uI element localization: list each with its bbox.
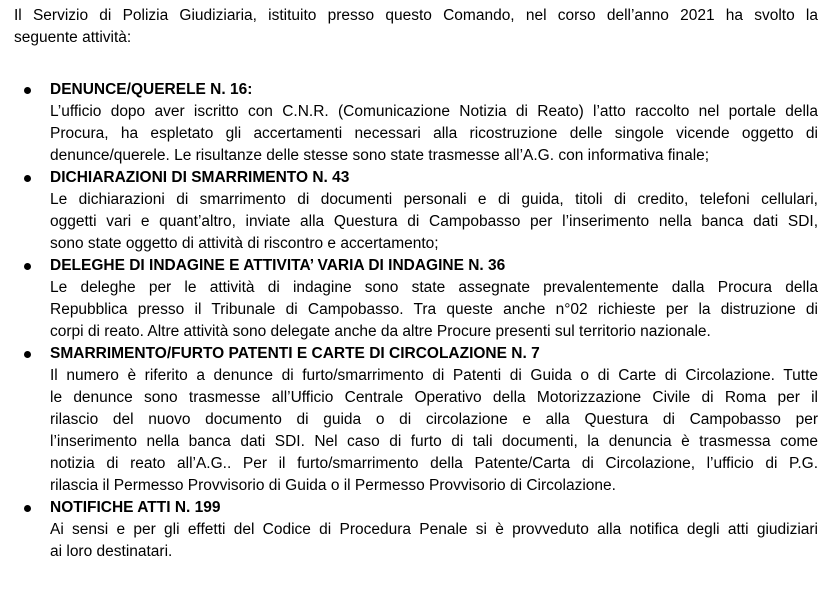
section-title: DENUNCE/QUERELE N. 16: xyxy=(50,81,253,98)
bullet-icon xyxy=(24,175,31,182)
body-line: rilascio del nuovo documento di guida o di circolazione e alla Questura di Campobasso per xyxy=(50,411,818,428)
section-title: DELEGHE DI INDAGINE E ATTIVITA’ VARIA DI INDAGINE N. 36 xyxy=(50,257,506,274)
bullet-icon xyxy=(24,263,31,270)
body-line: corpi di reato. Altre attività sono delegate anche da altre Procure presenti sul territorio nazionale. xyxy=(50,323,711,340)
section-body xyxy=(50,277,818,343)
intro-line: seguente attività: xyxy=(14,29,132,46)
body-line: Le dichiarazioni di smarrimento di documenti personali e di guida, titoli di credito, telefoni cellulari, xyxy=(50,191,818,208)
body-line: ai loro destinatari. xyxy=(50,543,173,560)
body-line: Le deleghe per le attività di indagine sono state assegnate prevalentemente dalla Procura della xyxy=(50,279,818,296)
body-line: le denunce sono trasmesse all’Ufficio Centrale Operativo della Motorizzazione Civile di Roma per il xyxy=(50,389,818,406)
body-line: Procura, ha espletato gli accertamenti necessari alla ricostruzione delle singole vicende oggetto di xyxy=(50,125,818,142)
body-line: Ai sensi e per gli effetti del Codice di Procedura Penale si è provveduto alla notifica degli atti giudiziari xyxy=(50,521,818,538)
list-item-notifiche xyxy=(14,497,818,563)
body-line: denunce/querele. Le risultanze delle stesse sono state trasmesse all’A.G. con informativa finale; xyxy=(50,147,710,164)
body-line: rilascia il Permesso Provvisorio di Guida o il Permesso Provvisorio di Circolazione. xyxy=(50,477,616,494)
section-body xyxy=(50,189,818,255)
list-item-deleghe xyxy=(14,255,818,343)
section-title: DICHIARAZIONI DI SMARRIMENTO N. 43 xyxy=(50,169,350,186)
list-item-denunce xyxy=(14,79,818,167)
intro-line: Il Servizio di Polizia Giudiziaria, istituito presso questo Comando, nel corso dell’anno 2021 ha svolto la xyxy=(14,7,818,24)
section-body xyxy=(50,101,818,167)
section-body xyxy=(50,365,818,497)
bullet-icon xyxy=(24,87,31,94)
body-line: Repubblica presso il Tribunale di Campobasso. Tra queste anche n°02 richieste per la distruzione di xyxy=(50,301,818,318)
intro-paragraph xyxy=(14,5,818,49)
list-item-dichiarazioni xyxy=(14,167,818,255)
bullet-icon xyxy=(24,351,31,358)
list-item-smarrimento-patenti xyxy=(14,343,818,497)
body-line: notizia di reato all’A.G.. Per il furto/smarrimento della Patente/Carta di Circolazione, l’ufficio di P.G. xyxy=(50,455,818,472)
body-line: sono state oggetto di attività di riscontro e accertamento; xyxy=(50,235,439,252)
body-line: Il numero è riferito a denunce di furto/smarrimento di Patenti di Guida o di Carte di Circolazione. Tutte xyxy=(50,367,818,384)
body-line: oggetti vari e quant’altro, inviate alla Questura di Campobasso per l’inserimento nella banca dati SDI, xyxy=(50,213,818,230)
section-title: SMARRIMENTO/FURTO PATENTI E CARTE DI CIRCOLAZIONE N. 7 xyxy=(50,345,540,362)
body-line: l’inserimento nella banca dati SDI. Nel caso di furto di tali documenti, la denuncia è trasmessa come xyxy=(50,433,818,450)
bullet-icon xyxy=(24,505,31,512)
activity-list xyxy=(14,79,818,563)
section-title: NOTIFICHE ATTI N. 199 xyxy=(50,499,221,516)
section-body xyxy=(50,519,818,563)
body-line: L’ufficio dopo aver iscritto con C.N.R. (Comunicazione Notizia di Reato) l’atto raccolto nel portale della xyxy=(50,103,818,120)
